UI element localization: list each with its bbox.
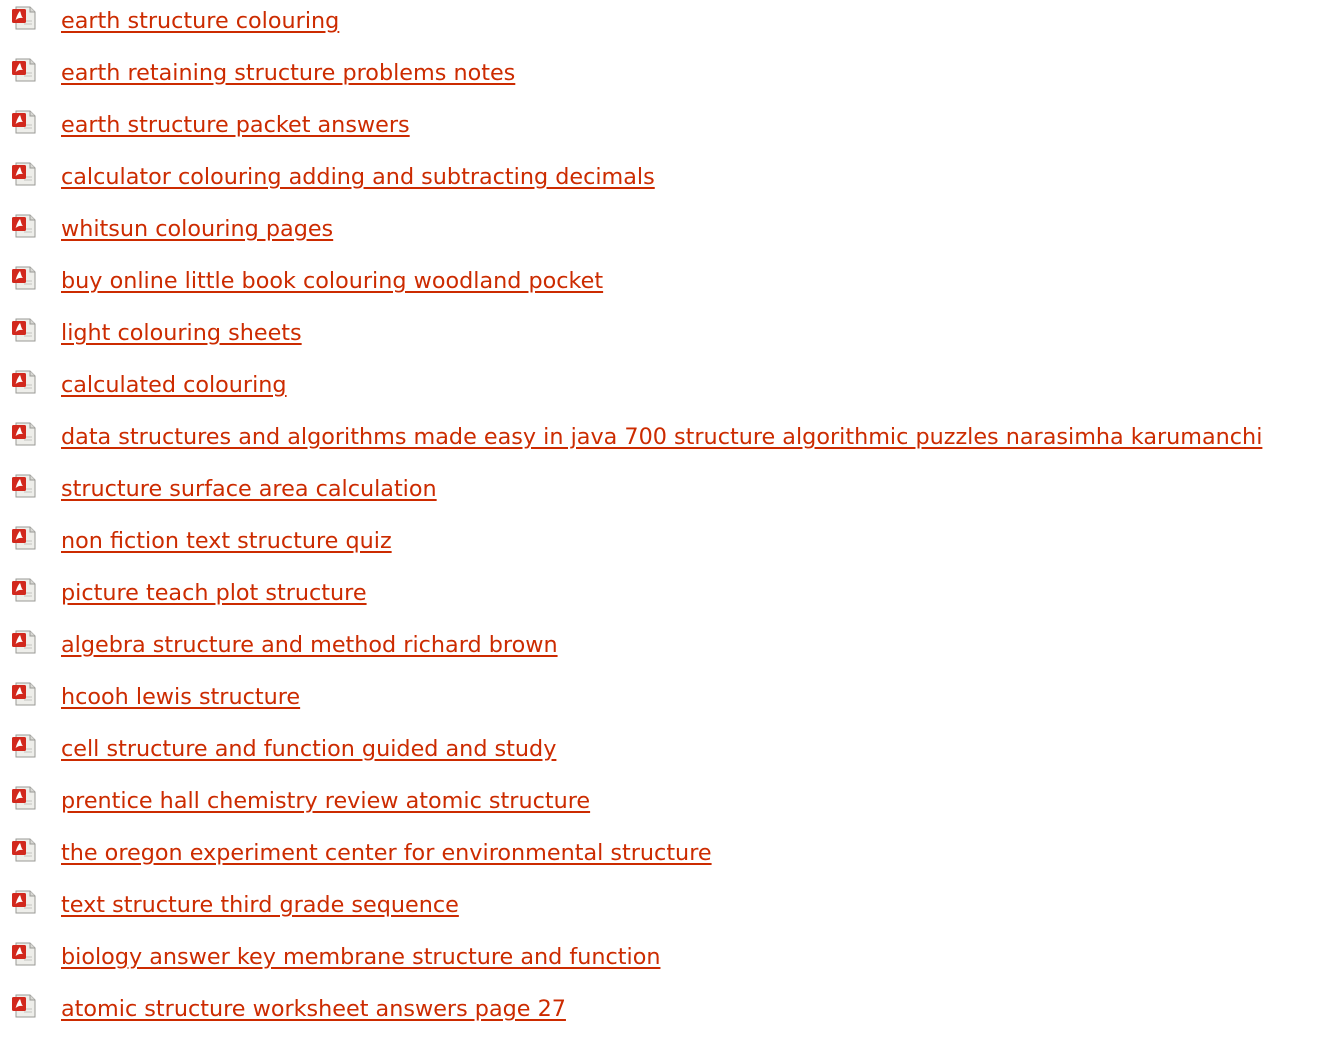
list-item bbox=[0, 780, 1338, 832]
pdf-file-icon bbox=[11, 890, 39, 914]
list-item bbox=[0, 884, 1338, 936]
list-item bbox=[0, 988, 1338, 1040]
pdf-link[interactable]: non fiction text structure quiz bbox=[61, 528, 392, 554]
pdf-file-icon bbox=[11, 578, 39, 602]
pdf-file-icon bbox=[11, 942, 39, 966]
list-item bbox=[0, 572, 1338, 624]
list-item bbox=[0, 364, 1338, 416]
pdf-file-icon bbox=[11, 786, 39, 810]
pdf-file-icon bbox=[11, 370, 39, 394]
list-item bbox=[0, 0, 1338, 52]
list-item bbox=[0, 676, 1338, 728]
pdf-file-icon bbox=[11, 6, 39, 30]
pdf-file-icon bbox=[11, 422, 39, 446]
pdf-link[interactable]: algebra structure and method richard brown bbox=[61, 632, 558, 658]
pdf-file-icon bbox=[11, 266, 39, 290]
pdf-file-icon bbox=[11, 110, 39, 134]
list-item bbox=[0, 936, 1338, 988]
pdf-link[interactable]: buy online little book colouring woodland pocket bbox=[61, 268, 604, 294]
pdf-link[interactable]: light colouring sheets bbox=[61, 320, 302, 346]
list-item bbox=[0, 624, 1338, 676]
pdf-link[interactable]: cell structure and function guided and study bbox=[61, 736, 557, 762]
pdf-link[interactable]: earth retaining structure problems notes bbox=[61, 60, 516, 86]
pdf-file-icon bbox=[11, 734, 39, 758]
pdf-file-icon bbox=[11, 162, 39, 186]
pdf-file-icon bbox=[11, 266, 39, 290]
pdf-link[interactable]: whitsun colouring pages bbox=[61, 216, 334, 242]
pdf-file-icon bbox=[11, 110, 39, 134]
pdf-link[interactable]: calculated colouring bbox=[61, 372, 287, 398]
pdf-file-icon bbox=[11, 6, 39, 30]
pdf-file-icon bbox=[11, 838, 39, 862]
list-item bbox=[0, 156, 1338, 208]
pdf-file-icon bbox=[11, 370, 39, 394]
list-item bbox=[0, 416, 1338, 468]
pdf-link[interactable]: biology answer key membrane structure and function bbox=[61, 944, 661, 970]
pdf-link[interactable]: prentice hall chemistry review atomic structure bbox=[61, 788, 591, 814]
pdf-link[interactable]: hcooh lewis structure bbox=[61, 684, 301, 710]
list-item bbox=[0, 260, 1338, 312]
list-item bbox=[0, 728, 1338, 780]
pdf-file-icon bbox=[11, 734, 39, 758]
list-item bbox=[0, 832, 1338, 884]
list-item bbox=[0, 52, 1338, 104]
pdf-file-icon bbox=[11, 422, 39, 446]
pdf-file-icon bbox=[11, 682, 39, 706]
pdf-file-icon bbox=[11, 630, 39, 654]
pdf-file-icon bbox=[11, 786, 39, 810]
pdf-file-icon bbox=[11, 318, 39, 342]
pdf-file-icon bbox=[11, 578, 39, 602]
pdf-file-icon bbox=[11, 942, 39, 966]
pdf-link[interactable]: structure surface area calculation bbox=[61, 476, 437, 502]
pdf-file-icon bbox=[11, 214, 39, 238]
pdf-file-icon bbox=[11, 526, 39, 550]
pdf-file-icon bbox=[11, 474, 39, 498]
list-item bbox=[0, 208, 1338, 260]
pdf-file-icon bbox=[11, 526, 39, 550]
pdf-file-icon bbox=[11, 890, 39, 914]
list-item bbox=[0, 104, 1338, 156]
pdf-file-icon bbox=[11, 994, 39, 1018]
list-item bbox=[0, 312, 1338, 364]
pdf-link[interactable]: earth structure packet answers bbox=[61, 112, 410, 138]
pdf-link[interactable]: atomic structure worksheet answers page 27 bbox=[61, 996, 566, 1022]
pdf-link[interactable]: text structure third grade sequence bbox=[61, 892, 459, 918]
pdf-file-icon bbox=[11, 630, 39, 654]
pdf-file-icon bbox=[11, 838, 39, 862]
pdf-file-icon bbox=[11, 162, 39, 186]
pdf-link[interactable]: earth structure colouring bbox=[61, 8, 340, 34]
pdf-link[interactable]: the oregon experiment center for environmental structure bbox=[61, 840, 712, 866]
pdf-file-icon bbox=[11, 994, 39, 1018]
pdf-file-icon bbox=[11, 214, 39, 238]
pdf-file-icon bbox=[11, 474, 39, 498]
list-item bbox=[0, 468, 1338, 520]
pdf-file-icon bbox=[11, 318, 39, 342]
pdf-file-icon bbox=[11, 58, 39, 82]
pdf-file-icon bbox=[11, 682, 39, 706]
list-item bbox=[0, 520, 1338, 572]
pdf-link[interactable]: data structures and algorithms made easy in java 700 structure algorithmic puzzles narasimha karumanchi bbox=[61, 424, 1263, 450]
pdf-link[interactable]: calculator colouring adding and subtracting decimals bbox=[61, 164, 655, 190]
pdf-link[interactable]: picture teach plot structure bbox=[61, 580, 367, 606]
pdf-file-icon bbox=[11, 58, 39, 82]
